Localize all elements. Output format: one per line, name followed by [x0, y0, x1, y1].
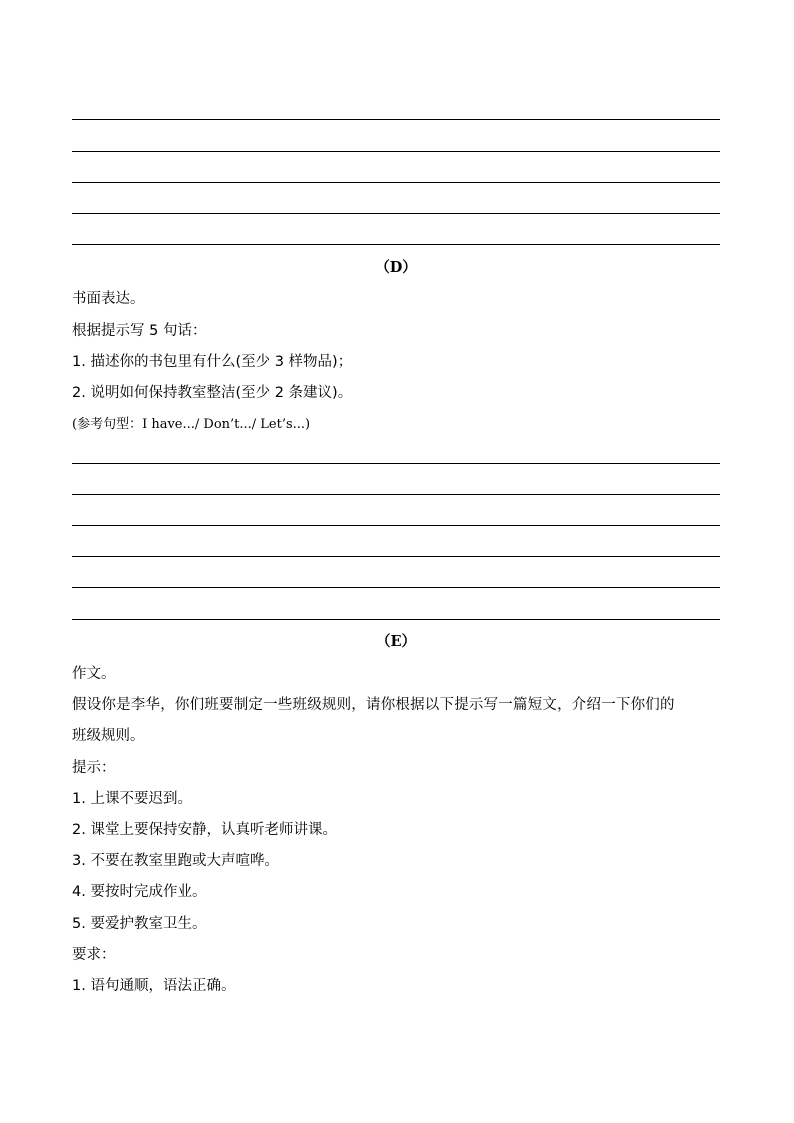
section-e-requirement: 1. 语句通顺，语法正确。: [72, 978, 236, 994]
writing-line: [72, 119, 720, 120]
writing-line: [72, 151, 720, 152]
section-e-hint: 5. 要爱护教室卫生。: [72, 916, 207, 932]
section-d-label: （D）: [375, 259, 417, 276]
section-e-hints-label: 提示：: [72, 760, 116, 776]
writing-line: [72, 463, 720, 464]
section-e-hint: 4. 要按时完成作业。: [72, 884, 207, 900]
section-d-reference: (参考句型：I have.../ Don’t.../ Let’s...): [72, 417, 311, 432]
section-d-title: 书面表达。: [72, 291, 145, 307]
section-e-hint: 1. 上课不要迟到。: [72, 791, 192, 807]
writing-line: [72, 556, 720, 557]
writing-line: [72, 213, 720, 214]
section-e-hint: 3. 不要在教室里跑或大声喧哗。: [72, 853, 279, 869]
writing-line: [72, 244, 720, 245]
section-e-prompt-continued: 班级规则。: [72, 728, 145, 744]
section-e-hint: 2. 课堂上要保持安静，认真听老师讲课。: [72, 822, 337, 838]
writing-line: [72, 587, 720, 588]
writing-line: [72, 494, 720, 495]
section-e-prompt: 假设你是李华，你们班要制定一些班级规则，请你根据以下提示写一篇短文，介绍一下你们的: [72, 697, 675, 713]
section-d-intro: 根据提示写 5 句话：: [72, 323, 207, 339]
writing-line: [72, 619, 720, 620]
section-d-item: 1. 描述你的书包里有什么(至少 3 样物品)；: [72, 354, 353, 370]
writing-line: [72, 182, 720, 183]
section-e-requirements-label: 要求：: [72, 947, 116, 963]
writing-line: [72, 525, 720, 526]
section-e-label: （E）: [375, 633, 417, 650]
section-e-title: 作文。: [72, 666, 116, 682]
section-d-item: 2. 说明如何保持教室整洁(至少 2 条建议)。: [72, 385, 353, 401]
